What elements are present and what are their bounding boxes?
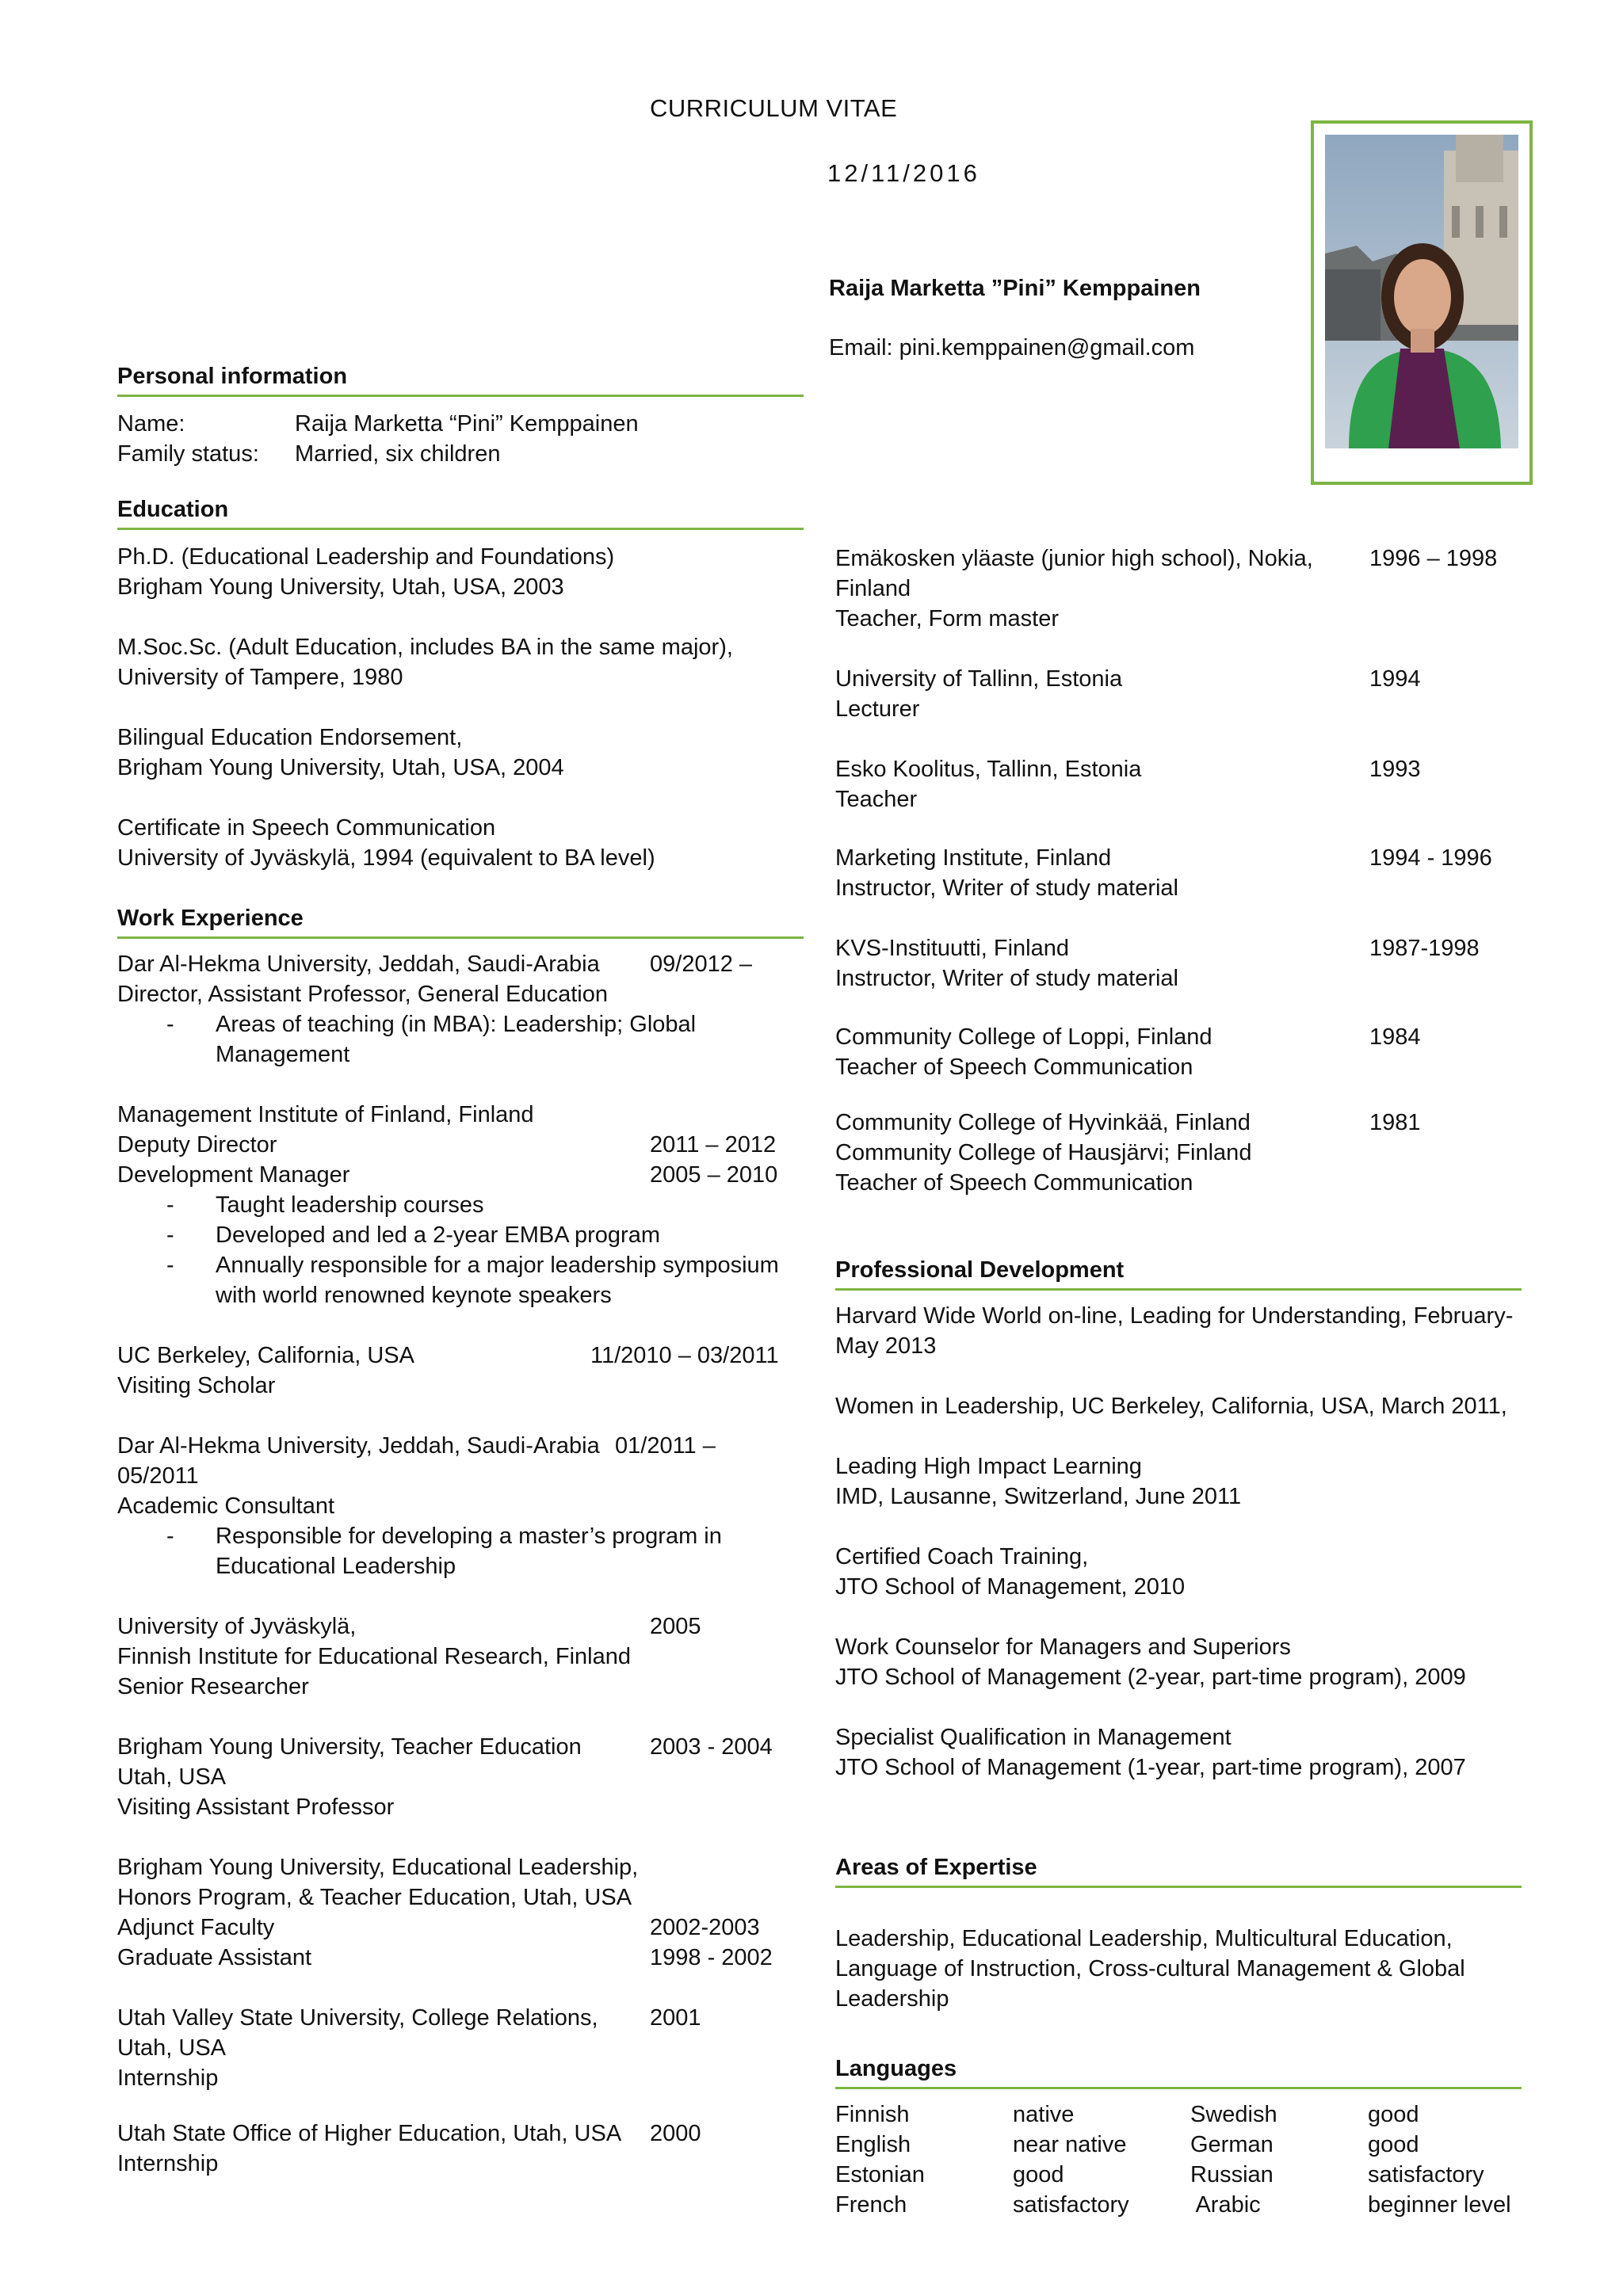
language-level: satisfactory (1013, 2192, 1129, 2218)
work-right-6-line-1: Community College of Loppi, Finland (835, 1024, 1212, 1050)
prof-item-2-line-1: Women in Leadership, UC Berkeley, California, USA, March 2011, (835, 1394, 1507, 1419)
bullet-text: Developed and led a 2-year EMBA program (216, 1222, 660, 1248)
languages-rule (835, 2087, 1522, 2089)
education-item-2-line-2: University of Tampere, 1980 (117, 665, 403, 690)
bullet-dash: - (166, 1222, 174, 1248)
work-byu2-org: Brigham Young University, Educational Leadership, (117, 1855, 639, 1880)
document-date: 12/11/2016 (827, 159, 980, 187)
work-jyu-years: 2005 (650, 1614, 701, 1639)
education-item-4-line-2: University of Jyväskylä, 1994 (equivalent to BA level) (117, 845, 655, 871)
email: Email: pini.kemppainen@gmail.com (829, 335, 1195, 360)
work-byu2-org-2: Honors Program, & Teacher Education, Utah, USA (117, 1885, 632, 1910)
work-ucb-org: UC Berkeley, California, USA (117, 1343, 414, 1368)
work-byu2-years-2: 1998 - 2002 (650, 1945, 773, 1970)
work-dah2-bullet-cont: Educational Leadership (216, 1554, 456, 1579)
work-right-7-line-3: Teacher of Speech Communication (835, 1170, 1193, 1196)
work-right-2-years: 1994 (1369, 666, 1421, 692)
work-right-5-line-2: Instructor, Writer of study material (835, 966, 1178, 991)
full-name: Raija Marketta ”Pini” Kemppainen (829, 276, 1201, 301)
expertise-heading: Areas of Expertise (835, 1855, 1037, 1880)
prof-item-1-line-2: May 2013 (835, 1333, 937, 1359)
expertise-line-1: Leadership, Educational Leadership, Multicultural Education, (835, 1926, 1453, 1951)
professional-development-heading: Professional Development (835, 1257, 1125, 1283)
work-usohe-role: Internship (117, 2151, 219, 2176)
language-name: Estonian (835, 2162, 925, 2187)
work-byu1-years: 2003 - 2004 (650, 1734, 773, 1760)
work-uvsu-org: Utah Valley State University, College Relations, (117, 2005, 598, 2031)
language-level: good (1013, 2162, 1064, 2187)
work-jyu-org-2: Finnish Institute for Educational Research, Finland (117, 1644, 632, 1669)
work-uvsu-location: Utah, USA (117, 2035, 226, 2061)
prof-item-3-line-2: IMD, Lausanne, Switzerland, June 2011 (835, 1484, 1242, 1509)
work-dah2-role: Academic Consultant (117, 1493, 335, 1519)
work-right-6-years: 1984 (1369, 1024, 1421, 1050)
work-dah1-role: Director, Assistant Professor, General Education (117, 982, 608, 1007)
work-right-1-line-1: Emäkosken yläaste (junior high school), Nokia, (835, 546, 1313, 571)
work-jyu-org: University of Jyväskylä, (117, 1614, 357, 1639)
bullet-dash: - (166, 1012, 174, 1037)
language-level: native (1013, 2102, 1075, 2127)
work-right-6-line-2: Teacher of Speech Communication (835, 1055, 1193, 1080)
profile-photo (1311, 120, 1533, 485)
work-right-7-line-2: Community College of Hausjärvi; Finland (835, 1140, 1252, 1165)
work-ucb-years: 11/2010 – 03/2011 (590, 1343, 779, 1368)
work-mif-years-1: 2011 – 2012 (650, 1132, 777, 1158)
work-dah2-years: 01/2011 – (615, 1433, 716, 1459)
work-usohe-years: 2000 (650, 2121, 701, 2146)
work-byu2-years-1: 2002-2003 (650, 1915, 760, 1940)
work-right-5-line-1: KVS-Instituutti, Finland (835, 936, 1069, 961)
language-name: German (1190, 2132, 1274, 2157)
language-level: satisfactory (1368, 2162, 1484, 2187)
personal-info-rule (117, 395, 804, 397)
prof-item-5-line-1: Work Counselor for Managers and Superiors (835, 1634, 1291, 1660)
education-heading: Education (117, 497, 229, 522)
document-title: CURRICULUM VITAE (650, 94, 898, 122)
work-right-4-years: 1994 - 1996 (1369, 845, 1492, 871)
work-right-7-years: 1981 (1369, 1110, 1421, 1135)
professional-development-rule (835, 1288, 1522, 1291)
work-mif-org: Management Institute of Finland, Finland (117, 1102, 534, 1127)
languages-heading: Languages (835, 2056, 957, 2081)
language-level: near native (1013, 2132, 1127, 2157)
work-byu1-location: Utah, USA (117, 1764, 226, 1790)
expertise-rule (835, 1886, 1522, 1888)
bullet-dash: - (166, 1524, 174, 1549)
work-mif-role-2: Development Manager (117, 1162, 350, 1188)
bullet-dash: - (166, 1192, 174, 1218)
work-ucb-role: Visiting Scholar (117, 1373, 276, 1398)
bullet-text: Annually responsible for a major leadership symposium (216, 1253, 779, 1278)
work-byu2-role-1: Adjunct Faculty (117, 1915, 275, 1940)
work-byu1-role: Visiting Assistant Professor (117, 1794, 395, 1820)
prof-item-4-line-2: JTO School of Management, 2010 (835, 1574, 1186, 1600)
language-name: Finnish (835, 2102, 910, 2127)
work-right-3-line-2: Teacher (835, 787, 918, 812)
work-mif-bullet-3-cont: with world renowned keynote speakers (216, 1283, 612, 1308)
bullet-text: Responsible for developing a master’s program in (216, 1524, 722, 1549)
family-status-value: Married, six children (295, 441, 501, 467)
work-byu1-org: Brigham Young University, Teacher Education (117, 1734, 582, 1760)
prof-item-3-line-1: Leading High Impact Learning (835, 1454, 1142, 1479)
expertise-line-3: Leadership (835, 1986, 949, 2012)
bullet-text: Taught leadership courses (216, 1192, 484, 1218)
work-right-2-line-1: University of Tallinn, Estonia (835, 666, 1123, 692)
work-mif-years-2: 2005 – 2010 (650, 1162, 778, 1188)
bullet-text: Areas of teaching (in MBA): Leadership; Global (216, 1012, 697, 1037)
work-right-7-line-1: Community College of Hyvinkää, Finland (835, 1110, 1251, 1135)
work-dah1-org: Dar Al-Hekma University, Jeddah, Saudi-Arabia (117, 952, 600, 977)
education-item-3-line-1: Bilingual Education Endorsement, (117, 725, 463, 750)
work-mif-role-1: Deputy Director (117, 1132, 277, 1158)
work-jyu-role: Senior Researcher (117, 1674, 309, 1699)
prof-item-4-line-1: Certified Coach Training, (835, 1544, 1089, 1569)
education-item-3-line-2: Brigham Young University, Utah, USA, 2004 (117, 755, 564, 780)
prof-item-5-line-2: JTO School of Management (2-year, part-time program), 2009 (835, 1665, 1466, 1690)
family-status-label: Family status: (117, 441, 259, 467)
education-item-1-line-2: Brigham Young University, Utah, USA, 2003 (117, 574, 564, 600)
work-right-1-line-2: Finland (835, 576, 911, 601)
language-level: good (1368, 2132, 1419, 2157)
bullet-dash: - (166, 1253, 174, 1278)
work-uvsu-years: 2001 (650, 2005, 701, 2031)
prof-item-1-line-1: Harvard Wide World on-line, Leading for Understanding, February- (835, 1303, 1514, 1329)
work-uvsu-role: Internship (117, 2065, 219, 2091)
prof-item-6-line-2: JTO School of Management (1-year, part-time program), 2007 (835, 1755, 1466, 1780)
work-right-2-line-2: Lecturer (835, 696, 920, 722)
work-dah2-org: Dar Al-Hekma University, Jeddah, Saudi-Arabia (117, 1433, 600, 1459)
work-right-5-years: 1987-1998 (1369, 936, 1480, 961)
work-right-3-years: 1993 (1369, 757, 1421, 782)
work-right-4-line-1: Marketing Institute, Finland (835, 845, 1112, 871)
work-right-1-line-3: Teacher, Form master (835, 606, 1060, 631)
education-item-1-line-1: Ph.D. (Educational Leadership and Foundations) (117, 544, 615, 570)
prof-item-6-line-1: Specialist Qualification in Management (835, 1725, 1232, 1750)
work-byu2-role-2: Graduate Assistant (117, 1945, 312, 1970)
work-dah2-years-cont: 05/2011 (117, 1463, 199, 1489)
work-right-3-line-1: Esko Koolitus, Tallinn, Estonia (835, 757, 1142, 782)
expertise-line-2: Language of Instruction, Cross-cultural Management & Global (835, 1956, 1465, 1981)
work-experience-heading: Work Experience (117, 906, 304, 931)
profile-photo-image (1325, 135, 1518, 448)
work-usohe-org: Utah State Office of Higher Education, Utah, USA (117, 2121, 622, 2146)
education-rule (117, 528, 804, 530)
personal-info-heading: Personal information (117, 364, 348, 389)
name-label: Name: (117, 411, 185, 437)
language-level: good (1368, 2102, 1419, 2127)
work-dah1-years: 09/2012 – (650, 952, 753, 977)
language-name: Russian (1190, 2162, 1274, 2187)
language-name: Arabic (1190, 2192, 1261, 2218)
language-level: beginner level (1368, 2192, 1511, 2218)
language-name: English (835, 2132, 911, 2157)
name-value: Raija Marketta “Pini” Kemppainen (295, 411, 639, 437)
work-experience-rule (117, 936, 804, 939)
work-right-1-years: 1996 – 1998 (1369, 546, 1498, 571)
language-name: French (835, 2192, 907, 2218)
education-item-4-line-1: Certificate in Speech Communication (117, 815, 496, 841)
work-dah1-bullet-cont: Management (216, 1042, 350, 1067)
education-item-2-line-1: M.Soc.Sc. (Adult Education, includes BA in the same major), (117, 635, 733, 660)
work-right-4-line-2: Instructor, Writer of study material (835, 875, 1178, 901)
language-name: Swedish (1190, 2102, 1277, 2127)
